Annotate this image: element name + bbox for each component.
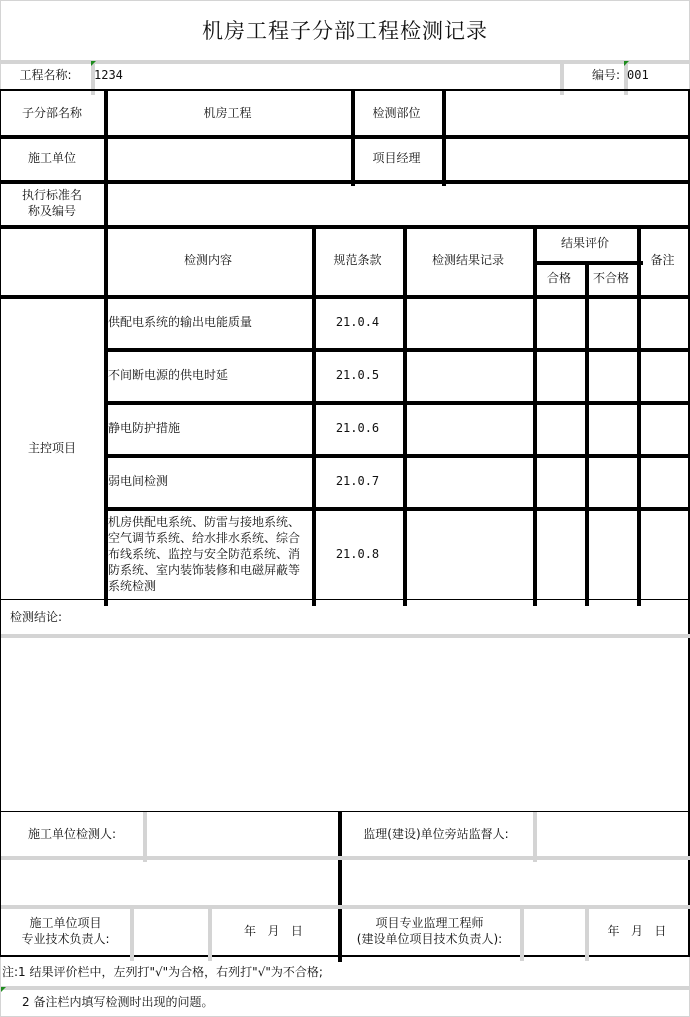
supervisor-witness-field[interactable] (534, 812, 688, 856)
supervisor-engineer-line2: (建设单位项目技术负责人): (356, 931, 503, 946)
table-row-pass[interactable] (533, 508, 585, 600)
construction-unit-label: 施工单位 (27, 150, 76, 165)
table-row-record[interactable] (403, 455, 533, 507)
column-header-record: 检测结果记录 (431, 253, 504, 267)
conclusion-label: 检测结论: (10, 610, 63, 624)
table-row-content: 供配电系统的输出电能质量 (108, 315, 253, 329)
table-row-clause: 21.0.4 (335, 315, 380, 329)
table-row-content: 机房供配电系统、防雷与接地系统、空气调节系统、给水排水系统、综合布线系统、监控与安全防范系统、消防系统、室内装饰装修和电磁屏蔽等系统检测 (108, 515, 301, 593)
project-name-label: 工程名称: (19, 68, 72, 82)
supervisor-engineer-line1: 项目专业监理工程师 (375, 915, 484, 930)
note-line-1: 注:1 结果评价栏中，左列打"√"为合格，右列打"√"为不合格; (2, 965, 323, 979)
contractor-inspector-field[interactable] (144, 812, 338, 856)
contractor-tech-lead-line1: 施工单位项目 (29, 915, 102, 930)
project-manager-value[interactable] (442, 135, 688, 180)
contractor-tech-lead-line2: 专业技术负责人: (21, 931, 110, 946)
standard-label-line2: 称及编号 (27, 203, 76, 218)
supervisor-engineer-label (339, 906, 520, 955)
table-row-fail[interactable] (585, 455, 637, 507)
table-row-pass[interactable] (533, 402, 585, 454)
table-row-record[interactable] (403, 296, 533, 348)
column-header-content: 检测内容 (183, 253, 232, 267)
table-row-clause: 21.0.6 (335, 421, 380, 435)
table-row-fail[interactable] (585, 402, 637, 454)
column-header-pass: 合格 (546, 271, 571, 285)
project-manager-label: 项目经理 (372, 150, 421, 165)
table-row-record[interactable] (403, 402, 533, 454)
comment-marker-icon (624, 61, 629, 66)
contractor-date[interactable]: 年 月 日 (244, 923, 303, 938)
contractor-tech-lead-label (1, 906, 130, 955)
conclusion-value[interactable] (2, 635, 688, 810)
table-row-clause: 21.0.5 (335, 368, 380, 382)
table-row-clause: 21.0.8 (335, 547, 380, 561)
note-line-2: 2 备注栏内填写检测时出现的问题。 (22, 994, 214, 1009)
table-row-content: 静电防护措施 (108, 421, 181, 435)
inspection-location-label: 检测部位 (372, 105, 421, 120)
number-label: 编号: (591, 68, 620, 82)
contractor-inspector-label: 施工单位检测人: (27, 827, 117, 841)
table-row-remark[interactable] (637, 296, 688, 348)
column-header-remark: 备注 (650, 253, 675, 267)
table-row-content: 弱电间检测 (108, 474, 169, 488)
comment-marker-icon (91, 61, 96, 66)
inspection-location-value[interactable] (442, 90, 688, 135)
table-row-remark[interactable] (637, 508, 688, 600)
divider (1, 856, 690, 860)
group-label-main-control: 主控项目 (27, 441, 76, 455)
table-row-remark[interactable] (637, 349, 688, 401)
table-row-clause: 21.0.7 (335, 474, 380, 488)
number-value[interactable]: 001 (627, 68, 649, 82)
project-name-value[interactable]: 1234 (94, 68, 123, 82)
column-header-fail: 不合格 (592, 271, 629, 285)
standard-label-line1: 执行标准名 (21, 187, 82, 202)
page-title: 机房工程子分部工程检测记录 (202, 18, 488, 43)
standard-label (0, 180, 104, 225)
column-header-clause: 规范条款 (333, 253, 382, 267)
table-row-fail[interactable] (585, 508, 637, 600)
table-row-pass[interactable] (533, 296, 585, 348)
table-row-content: 不间断电源的供电时延 (108, 368, 229, 382)
table-row-fail[interactable] (585, 349, 637, 401)
table-row-record[interactable] (403, 508, 533, 600)
sub-division-value[interactable]: 机房工程 (203, 105, 252, 120)
column-header-evaluation: 结果评价 (560, 236, 609, 250)
standard-value[interactable] (104, 180, 688, 225)
table-row-remark[interactable] (637, 455, 688, 507)
table-row-record[interactable] (403, 349, 533, 401)
supervisor-engineer-signature[interactable] (521, 906, 585, 955)
table-row-pass[interactable] (533, 349, 585, 401)
supervisor-date[interactable]: 年 月 日 (607, 923, 667, 938)
contractor-tech-lead-signature[interactable] (131, 906, 208, 955)
table-row-pass[interactable] (533, 455, 585, 507)
construction-unit-value[interactable] (104, 135, 351, 180)
sub-division-label: 子分部名称 (21, 105, 82, 120)
table-row-fail[interactable] (585, 296, 637, 348)
supervisor-witness-label: 监理(建设)单位旁站监督人: (363, 827, 509, 841)
table-row-remark[interactable] (637, 402, 688, 454)
